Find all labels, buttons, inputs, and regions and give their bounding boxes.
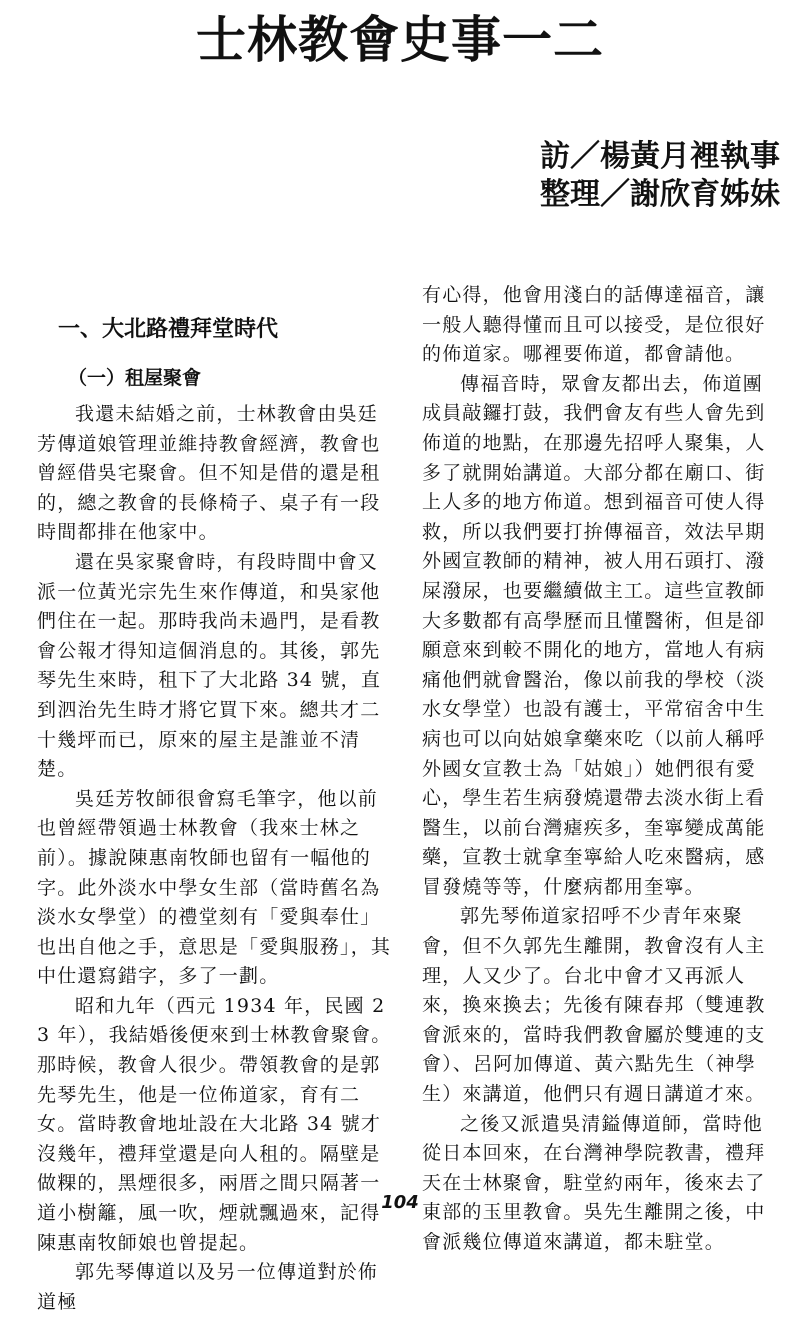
- right-column: [422, 281, 778, 1258]
- section-heading: 一、大北路禮拜堂時代: [58, 316, 279, 342]
- author-credits: [540, 138, 780, 214]
- paragraph: 傳福音時，眾會友都出去，佈道團成員敲鑼打鼓，我們會友有些人會先到佈道的地點，在那邊先招呼人聚集，人多了就開始講道。大部分都在廟口、街上人多的地方佈道。想到福音可使人得救，所以我們要打拚傳福音，效法早期外國宣教師的精神，被人用石頭打、潑屎潑尿，也要繼續做主工。這些宣教師大多數都有高學歷而且懂醫術，但是卻願意來到較不開化的地方，當地人有病痛他們就會醫治，像以前我的學校（淡水女學堂）也設有護士，平常宿舍中生病也可以向姑娘拿藥來吃（以前人稱呼外國女宣教士為「姑娘」）她們很有愛心，學生若生病發燒還帶去淡水街上看醫生，以前台灣瘧疾多，奎寧變成萬能藥，宣教士就拿奎寧給人吃來醫病，感冒發燒等等，什麼病都用奎寧。: [422, 372, 766, 898]
- paragraph: 昭和九年（西元 1934 年，民國 23 年），我結婚後便來到士林教會聚會。那時候，教會人很少。帶領教會的是郭先琴先生，他是一位佈道家，育有二女。當時教會地址設在大北路 34 號才沒幾年，禮拜堂還是向人租的。隔壁是做粿的，黑煙很多，兩厝之間只隔著一道小樹籬，風一吹，煙就飄過來，記得陳惠南牧師娘也曾提起。: [37, 994, 392, 1254]
- subsection-heading: （一）租屋聚會: [68, 367, 202, 389]
- editor-credit: 整理／謝欣育姊妹: [540, 177, 780, 212]
- article-title: 士林教會史事一二: [196, 10, 604, 69]
- paragraph: 之後又派遣吳清鎰傳道師，當時他從日本回來，在台灣神學院教書，禮拜天在士林聚會，駐堂約兩年，後來去了東部的玉里教會。吳先生離開之後，中會派幾位傳道來講道，都未駐堂。: [422, 1112, 766, 1253]
- paragraph: 我還未結婚之前，士林教會由吳廷芳傳道娘管理並維持教會經濟，教會也曾經借吳宅聚會。但不知是借的還是租的，總之教會的長條椅子、桌子有一段時間都排在他家中。: [37, 403, 381, 544]
- paragraph: 吳廷芳牧師很會寫毛筆字，他以前也曾經帶領過士林教會（我來士林之前）。據說陳惠南牧師也留有一幅他的字。此外淡水中學女生部（當時舊名為淡水女學堂）的禮堂刻有「愛與奉仕」也出自他之手，意思是「愛與服務」，其中仕還寫錯字，多了一劃。: [37, 787, 392, 988]
- paragraph: 還在吳家聚會時，有段時間中會又派一位黃光宗先生來作傳道，和吳家他們住在一起。那時我尚未過門，是看教會公報才得知這個消息的。其後，郭先琴先生來時，租下了大北路 34 號，直到泗治先生時才將它買下來。總共才二十幾坪而已，原來的屋主是誰並不清楚。: [37, 550, 382, 781]
- page-number: 104: [381, 1192, 419, 1213]
- interviewee-credit: 訪／楊黃月裡執事: [540, 139, 780, 174]
- paragraph: 郭先琴佈道家招呼不少青年來聚會，但不久郭先生離開，教會沒有人主理，人又少了。台北中會才又再派人來，換來換去；先後有陳春邦（雙連教會派來的，當時我們教會屬於雙連的支會）、呂阿加傳道、黃六點先生（神學生）來講道，他們只有週日講道才來。: [422, 905, 766, 1106]
- paragraph-continued: 有心得，他會用淺白的話傳達福音，讓一般人聽得懂而且可以接受，是位很好的佈道家。哪裡要佈道，都會請他。: [422, 284, 766, 366]
- paragraph: 郭先琴傳道以及另一位傳道對於佈道極: [37, 1261, 379, 1313]
- left-column: [37, 400, 393, 1317]
